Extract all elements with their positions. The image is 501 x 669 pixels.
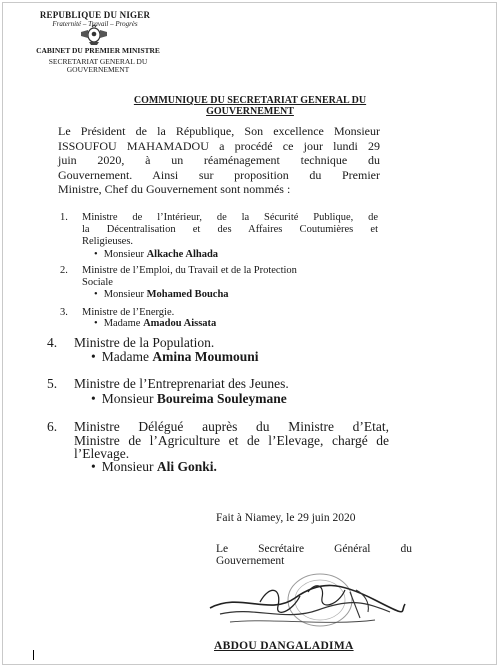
appointee-title: Madame (101, 349, 149, 364)
ministry-line: Ministre de l’Intérieur, de la Sécurité Publique, de (82, 212, 378, 223)
ministry-line: Religieuses. (82, 236, 134, 247)
communique-title-line1: COMMUNIQUE DU SECRETARIAT GENERAL DU (133, 95, 367, 106)
appointee-name: Ali Gonki. (156, 459, 217, 474)
appointee-title: Monsieur (101, 391, 154, 406)
appointee-name: Alkache Alhada (146, 249, 219, 260)
bullet-icon: • (94, 249, 98, 260)
ministry-line: Ministre de l’Agriculture et de l’Elevage, chargé de (74, 433, 389, 448)
signatory-name: ABDOU DANGALADIMA (214, 640, 354, 652)
ministry-line: Sociale (82, 277, 113, 288)
intro-line: Ministre, Chef du Gouvernement sont nommés : (58, 182, 291, 197)
intro-line: Gouvernement. Ainsi sur proposition du Premier (58, 167, 380, 182)
header-republic: REPUBLIQUE DU NIGER (39, 10, 151, 20)
intro-line: ISSOUFOU MAHAMADOU a procédé ce jour lundi 29 (58, 138, 380, 153)
header-secretariat-line1: SECRETARIAT GENERAL DU (48, 57, 148, 66)
header-motto: Fraternité – Travail – Progrès (52, 20, 138, 28)
appointee-line (91, 392, 287, 407)
appointment-number: 2. (60, 265, 68, 276)
ministry-line: l’Elevage. (74, 446, 130, 461)
appointee-title: Monsieur (101, 459, 154, 474)
coat-of-arms-emblem (78, 24, 110, 46)
appointee-title: Madame (103, 318, 141, 329)
communique-title-line2: GOUVERNEMENT (206, 106, 294, 117)
place-date: Fait à Niamey, le 29 juin 2020 (216, 512, 356, 524)
appointment-number: 5. (47, 376, 58, 391)
intro-line: Le Président de la République, Son excellence Monsieur (58, 124, 380, 138)
ministry-line: Ministre Délégué auprès du Ministre d’Etat, (74, 419, 389, 434)
appointee-line (94, 249, 218, 261)
bullet-icon: • (94, 318, 98, 329)
ministry-line: la Décentralisation et des Affaires Coutumières et (82, 224, 378, 235)
ministry-line: Ministre de la Population. (74, 335, 215, 350)
ministry-line: Ministre de l’Emploi, du Travail et de la Protection (82, 265, 297, 276)
appointee-line (91, 460, 217, 475)
appointee-name: Amadou Aissata (143, 318, 217, 329)
header-secretariat-line2: GOUVERNEMENT (66, 65, 130, 74)
appointee-name: Boureima Souleymane (156, 391, 287, 406)
appointment-number: 4. (47, 335, 58, 350)
text-cursor (33, 650, 34, 660)
ministry-line: Ministre de l’Entreprenariat des Jeunes. (74, 376, 289, 391)
bullet-icon: • (91, 391, 96, 406)
bullet-icon: • (91, 349, 96, 364)
appointee-line (94, 318, 216, 330)
appointment-number: 3. (60, 307, 68, 318)
signatory-title-line1: Le Secrétaire Général du (216, 543, 412, 555)
ministry-line: Ministre de l’Energie. (82, 307, 175, 318)
intro-paragraph (58, 124, 380, 197)
intro-line: juin 2020, à un réaménagement technique du (58, 153, 380, 168)
handwritten-signature-stamp (200, 562, 410, 642)
bullet-icon: • (91, 459, 96, 474)
signatory-title-line2: Gouvernement (216, 555, 285, 567)
appointee-name: Amina Moumouni (152, 349, 259, 364)
appointee-line (94, 289, 229, 301)
header-cabinet: CABINET DU PREMIER MINISTRE (36, 46, 160, 55)
appointment-number: 1. (60, 212, 68, 223)
bullet-icon: • (94, 289, 98, 300)
appointee-title: Monsieur (103, 249, 144, 260)
appointee-name: Mohamed Boucha (146, 289, 229, 300)
appointee-line (91, 350, 259, 365)
appointee-title: Monsieur (103, 289, 144, 300)
appointment-number: 6. (47, 419, 58, 434)
